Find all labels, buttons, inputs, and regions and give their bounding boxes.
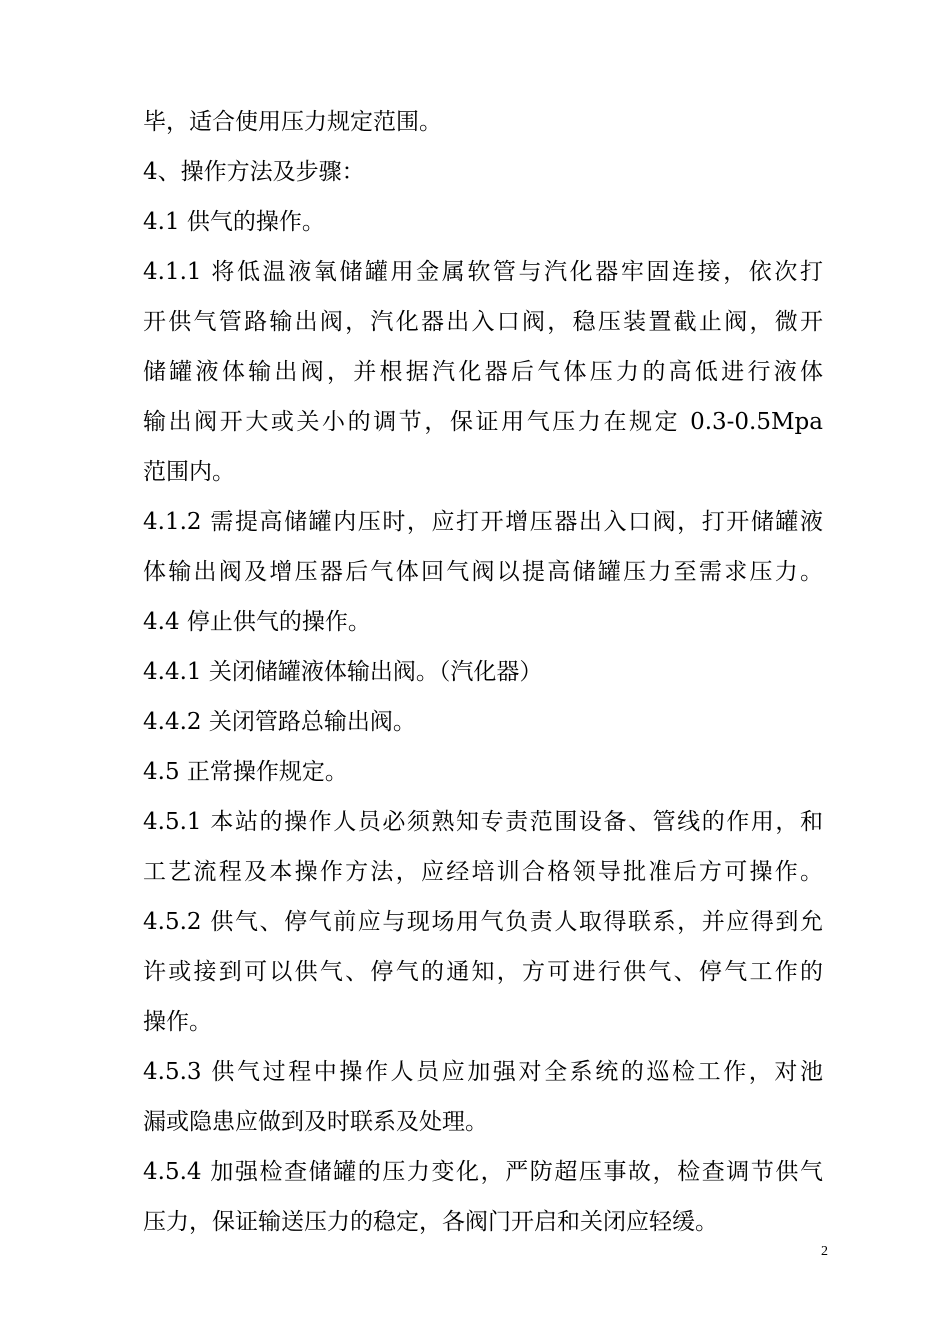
- text-line: 毕，适合使用压力规定范围。: [143, 109, 442, 135]
- body-text: [143, 97, 823, 1247]
- text-line: 操作。: [143, 1009, 212, 1035]
- section-heading: 4、操作方法及步骤：: [143, 159, 365, 185]
- text-line: 许或接到可以供气、停气的通知，方可进行供气、停气工作的: [143, 959, 823, 985]
- text-line: 压力，保证输送压力的稳定，各阀门开启和关闭应轻缓。: [143, 1209, 718, 1235]
- text-line: 储罐液体输出阀，并根据汽化器后气体压力的高低进行液体: [143, 359, 823, 385]
- text-line: 输出阀开大或关小的调节，保证用气压力在规定 0.3-0.5Mpa: [143, 409, 823, 435]
- text-line: 4.5.4 加强检查储罐的压力变化，严防超压事故，检查调节供气: [143, 1159, 823, 1185]
- text-line: 4.5.2 供气、停气前应与现场用气负责人取得联系，并应得到允: [143, 909, 823, 935]
- section-heading: 4.1 供气的操作。: [143, 209, 325, 235]
- text-line: 4.4.2 关闭管路总输出阀。: [143, 709, 416, 735]
- text-line: 范围内。: [143, 459, 235, 485]
- text-line: 工艺流程及本操作方法，应经培训合格领导批准后方可操作。: [143, 859, 823, 885]
- text-line: 4.1.1 将低温液氧储罐用金属软管与汽化器牢固连接，依次打: [143, 259, 823, 285]
- text-line: 4.1.2 需提高储罐内压时，应打开增压器出入口阀，打开储罐液: [143, 509, 823, 535]
- text-line: 4.5.1 本站的操作人员必须熟知专责范围设备、管线的作用，和: [143, 809, 823, 835]
- text-line: 体输出阀及增压器后气体回气阀以提高储罐压力至需求压力。: [143, 559, 823, 585]
- text-line: 4.5.3 供气过程中操作人员应加强对全系统的巡检工作，对池: [143, 1059, 823, 1085]
- section-heading: 4.5 正常操作规定。: [143, 759, 348, 785]
- section-heading: 4.4 停止供气的操作。: [143, 609, 371, 635]
- text-line: 漏或隐患应做到及时联系及处理。: [143, 1109, 488, 1135]
- page-number: 2: [821, 1244, 828, 1259]
- text-line: 开供气管路输出阀，汽化器出入口阀，稳压装置截止阀，微开: [143, 309, 823, 335]
- text-line: 4.4.1 关闭储罐液体输出阀。（汽化器）: [143, 659, 543, 685]
